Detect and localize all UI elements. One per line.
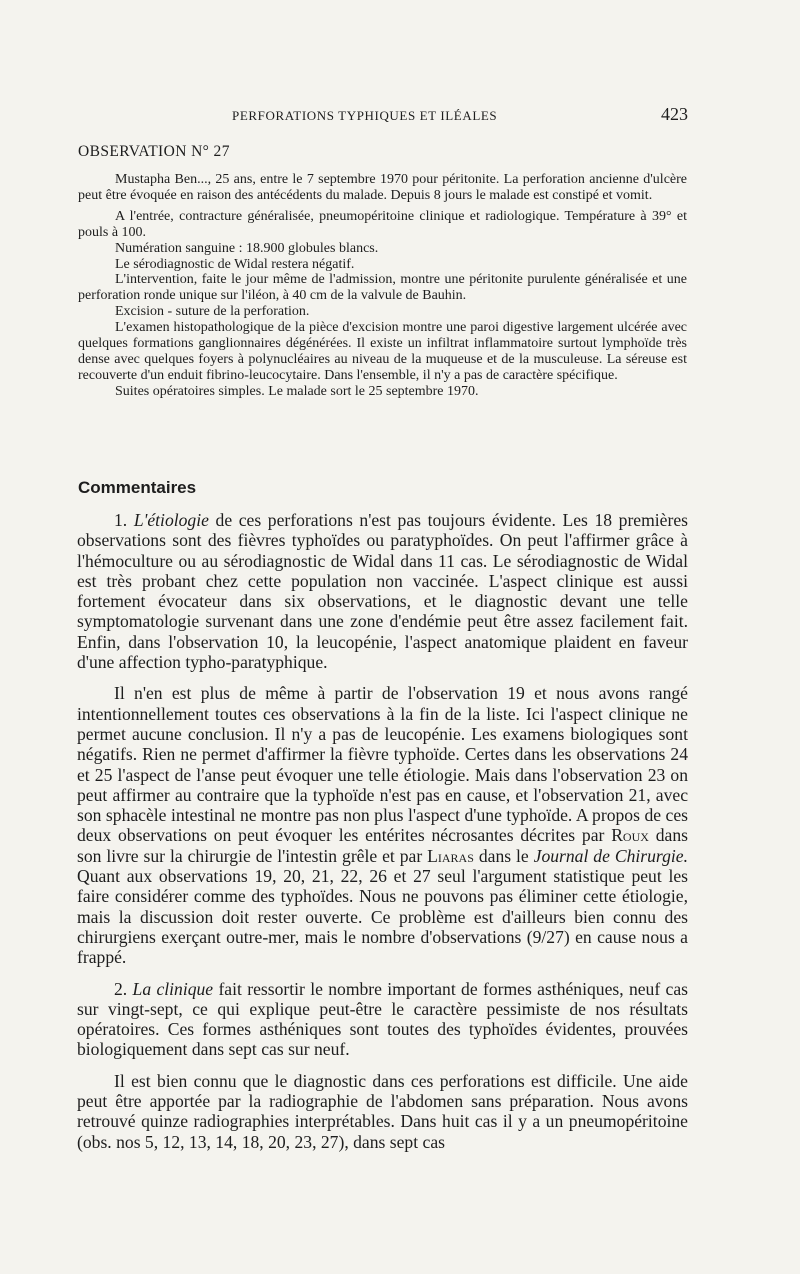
- comment-paragraph-etiologie: [77, 510, 688, 672]
- observation-paragraph: Numération sanguine : 18.900 globules blancs.: [115, 240, 379, 256]
- journal-title: Journal de Chirurgie.: [533, 845, 688, 866]
- observation-paragraph: Le sérodiagnostic de Widal restera négatif.: [115, 256, 355, 272]
- author-name: Roux: [611, 825, 649, 846]
- paragraph-number: 2.: [114, 978, 133, 999]
- paragraph-term: L'étiologie: [133, 510, 209, 530]
- section-title: Commentaires: [78, 478, 197, 497]
- observation-text: [78, 172, 687, 400]
- paragraph-body: dans le: [473, 845, 534, 866]
- paragraph-term: La clinique: [132, 978, 214, 999]
- observation-paragraph: L'examen histopathologique de la pièce d'excision montre une paroi digestive largement ulcérée avec quelques formations ganglionnaires dégénérées. Il existe un infiltrat inflammatoire surtout lymphoïde très dense avec quelques foyers à polynucléaires au niveau de la muqueuse et de la musculeuse. La séreuse est recouverte d'un enduit fibrino-leucocytaire. Dans l'ensemble, il n'y a pas de caractère spécifique.: [78, 320, 687, 383]
- comment-paragraph-diagnostic: Il est bien connu que le diagnostic dans ces perforations est difficile. Une aide peut être apportée par la radiographie de l'abdomen sans préparation. Nous avons retrouvé quinze radiographies interprétables. Dans huit cas il y a un pneumopéritoine (obs. nos 5, 12, 13, 14, 18, 20, 23, 27), dans sept cas: [77, 1070, 688, 1152]
- paragraph-body: fait ressortir le nombre important de formes asthéniques, neuf cas sur vingt-sept, ce qui explique peut-être le caractère pessimiste de nos résultats opératoires. Ces formes asthéniques sont toutes des typhoïdes évidentes, prouvées biologiquement dans sept cas sur neuf.: [77, 978, 689, 1060]
- paragraph-body: de ces perforations n'est pas toujours évidente. Les 18 premières observations sont des fièvres typhoïdes ou paratyphoïdes. On peut l'affirmer grâce à l'hémoculture ou au sérodiagnostic de Widal dans 11 cas. Le sérodiagnostic de Widal est très probant chez cette population non vaccinée. L'aspect clinique est aussi fortement évocateur dans six observations, et le diagnostic devant une telle symptomatologie survenant dans une zone d'endémie peut être assez facilement fait. Enfin, dans l'observation 10, la leucopénie, l'aspect anatomique plaident en faveur d'une affection typho-paratyphique.: [77, 510, 689, 673]
- observation-paragraph: Excision - suture de la perforation.: [115, 304, 310, 320]
- running-title: PERFORATIONS TYPHIQUES ET ILÉALES: [232, 108, 498, 123]
- author-name: Liaras: [427, 845, 474, 866]
- observation-paragraph: Suites opératoires simples. Le malade sort le 25 septembre 1970.: [115, 383, 479, 399]
- observation-paragraph: L'intervention, faite le jour même de l'admission, montre une péritonite purulente généralisée et une perforation ronde unique sur l'iléon, à 40 cm de la valvule de Bauhin.: [78, 272, 687, 304]
- comment-paragraph-clinique: [77, 979, 688, 1060]
- commentaires-text: [77, 510, 688, 1163]
- paragraph-body: Il n'en est plus de même à partir de l'observation 19 et nous avons rangé intentionnellement toutes ces observations à la fin de la liste. Ici l'aspect clinique ne permet aucune conclusion. Il n'y a pas de leucopénie. Les examens biologiques sont négatifs. Rien ne permet d'affirmer la fièvre typhoïde. Certes dans les observations 24 et 25 l'aspect de l'anse peut évoquer une telle étiologie. Mais dans l'observation 23 on peut affirmer au contraire que la typhoïde n'est pas en cause, et l'observation 21, avec son sphacèle intestinal ne montre pas non plus l'aspect d'une typhoïde. A propos de ces deux observations on peut évoquer les entérites nécrosantes décrites par: [77, 683, 688, 846]
- comment-paragraph-observations: [77, 683, 688, 967]
- page-number: 423: [661, 104, 688, 124]
- observation-paragraph: A l'entrée, contracture généralisée, pneumopéritoine clinique et radiologique. Température à 39° et pouls à 100.: [78, 208, 687, 240]
- observation-heading: OBSERVATION N° 27: [78, 143, 230, 160]
- paragraph-body: dans son livre sur la chirurgie de l'intestin grêle et par: [77, 825, 688, 866]
- paragraph-number: 1.: [114, 510, 134, 530]
- paragraph-body: Quant aux observations 19, 20, 21, 22, 26 et 27 seul l'argument statistique peut les faire considérer comme des typhoïdes. Nous ne pouvons pas éliminer cette étiologie, mais la discussion doit rester ouverte. Ce problème est d'ailleurs bien connu des chirurgiens exerçant outre-mer, mais le nombre d'observations (9/27) en cause nous a frappé.: [77, 866, 688, 968]
- observation-paragraph: Mustapha Ben..., 25 ans, entre le 7 septembre 1970 pour péritonite. La perforation ancienne d'ulcère peut être évoquée en raison des antécédents du malade. Depuis 8 jours le malade est constipé et vomit.: [78, 172, 687, 203]
